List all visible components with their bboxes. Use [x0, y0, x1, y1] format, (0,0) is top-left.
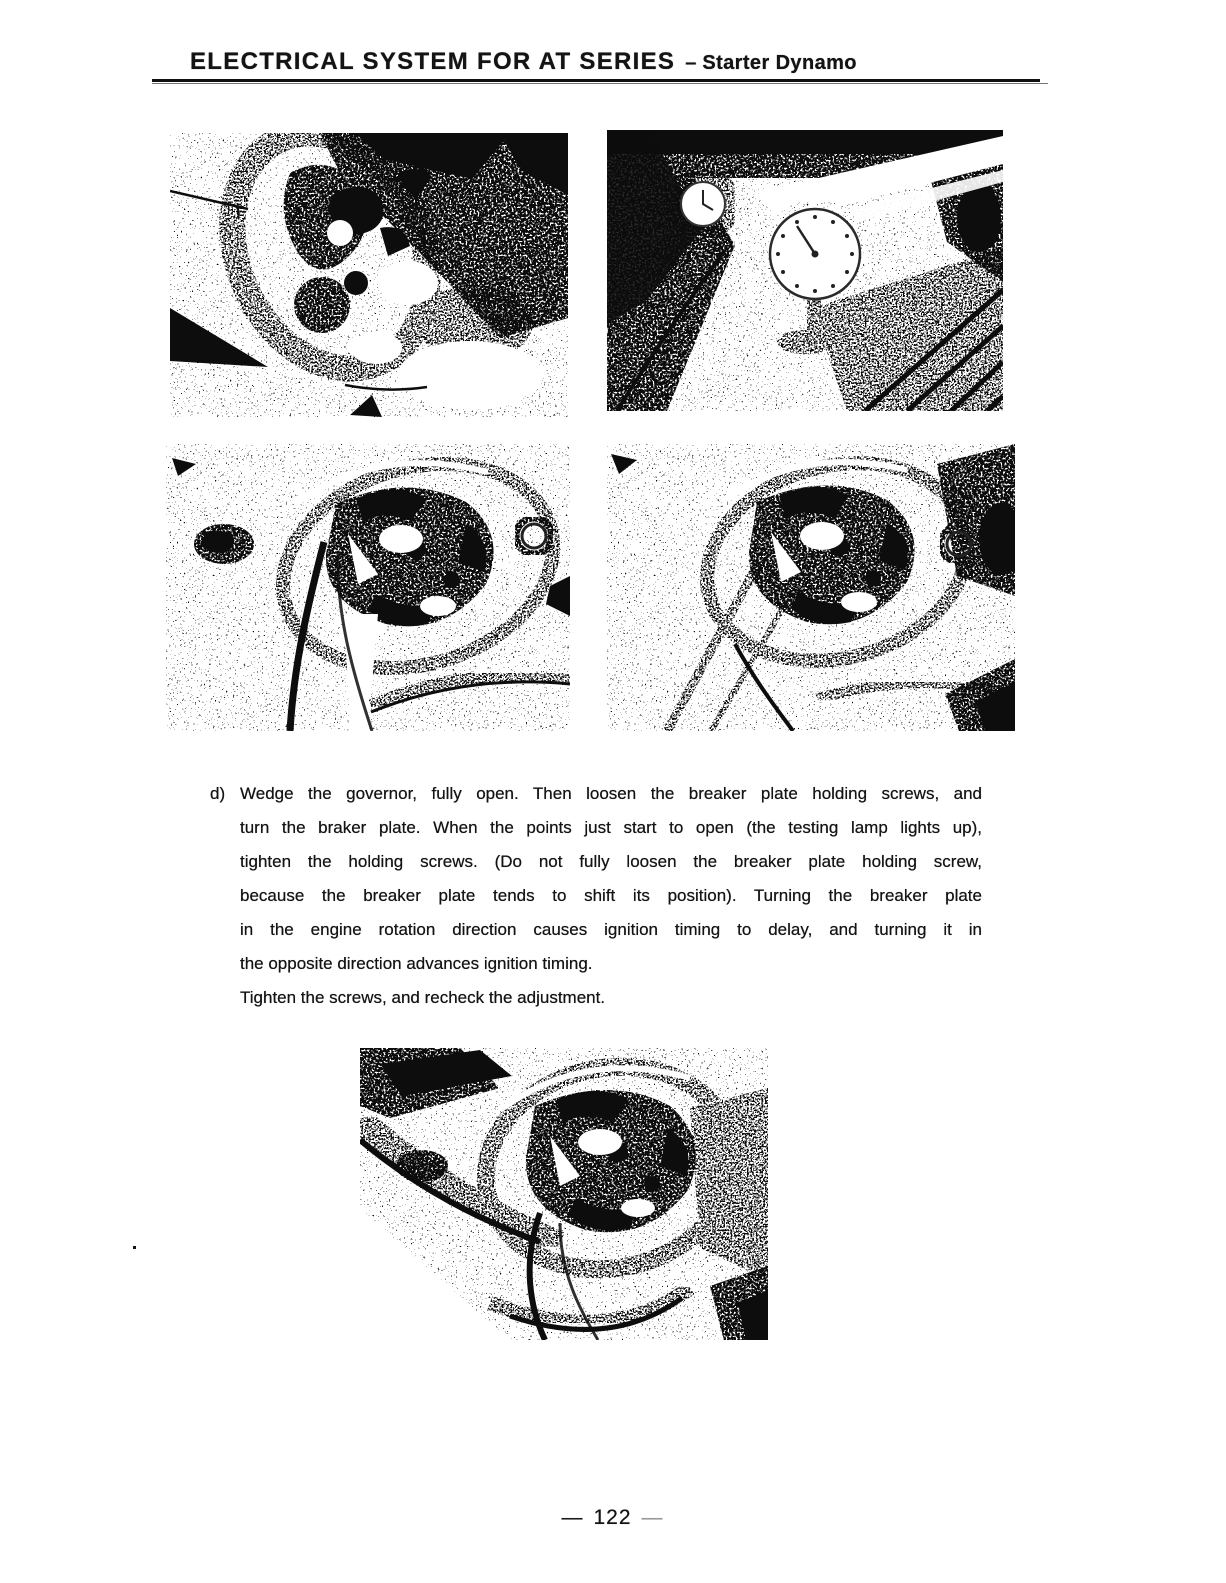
halftone-photo-dial-gauge [607, 130, 1003, 411]
page-footer [0, 1506, 1226, 1530]
page-title: ELECTRICAL SYSTEM FOR AT SERIES [190, 48, 676, 75]
figure-breaker-plate-left-photo [166, 444, 570, 731]
halftone-photo-breaker-closeup [170, 133, 568, 417]
title-separator: – [685, 52, 697, 74]
header-rule [152, 79, 1040, 82]
section-d-paragraph [210, 777, 982, 1015]
figure-breaker-plate-right-photo [607, 444, 1015, 731]
text-line: in the engine rotation direction causes ignition timing to delay, and turning it in [240, 920, 982, 939]
text-line: turn the braker plate. When the points just start to open (the testing lamp lights up), [240, 818, 982, 837]
halftone-photo-breaker-plate-a [166, 444, 570, 731]
halftone-photo-breaker-plate-c [360, 1048, 768, 1340]
footer-dash-right: — [641, 1506, 665, 1529]
page-number: 122 [593, 1506, 632, 1529]
text-line: Tighten the screws, and recheck the adjustment. [240, 988, 606, 1007]
figure-breaker-closeup-photo [170, 133, 568, 417]
halftone-photo-breaker-plate-b [607, 444, 1015, 731]
header-rule-shadow [152, 83, 1048, 84]
page-subtitle: Starter Dynamo [702, 52, 857, 74]
text-line: tighten the holding screws. (Do not fully loosen the breaker plate holding screw, [240, 852, 982, 871]
text-line: because the breaker plate tends to shift its position). Turning the breaker plate [240, 886, 982, 905]
text-line: Wedge the governor, fully open. Then loosen the breaker plate holding screws, and [240, 784, 982, 803]
page-header [190, 48, 857, 76]
figure-breaker-plate-bottom-photo [360, 1048, 768, 1340]
footer-dash-left: — [561, 1506, 584, 1529]
stray-ink-dot [133, 1246, 136, 1249]
list-marker-d: d) [210, 784, 226, 803]
text-line: the opposite direction advances ignition timing. [240, 954, 593, 973]
figure-dial-gauge-photo [607, 130, 1003, 411]
section-d-text [240, 777, 982, 1015]
